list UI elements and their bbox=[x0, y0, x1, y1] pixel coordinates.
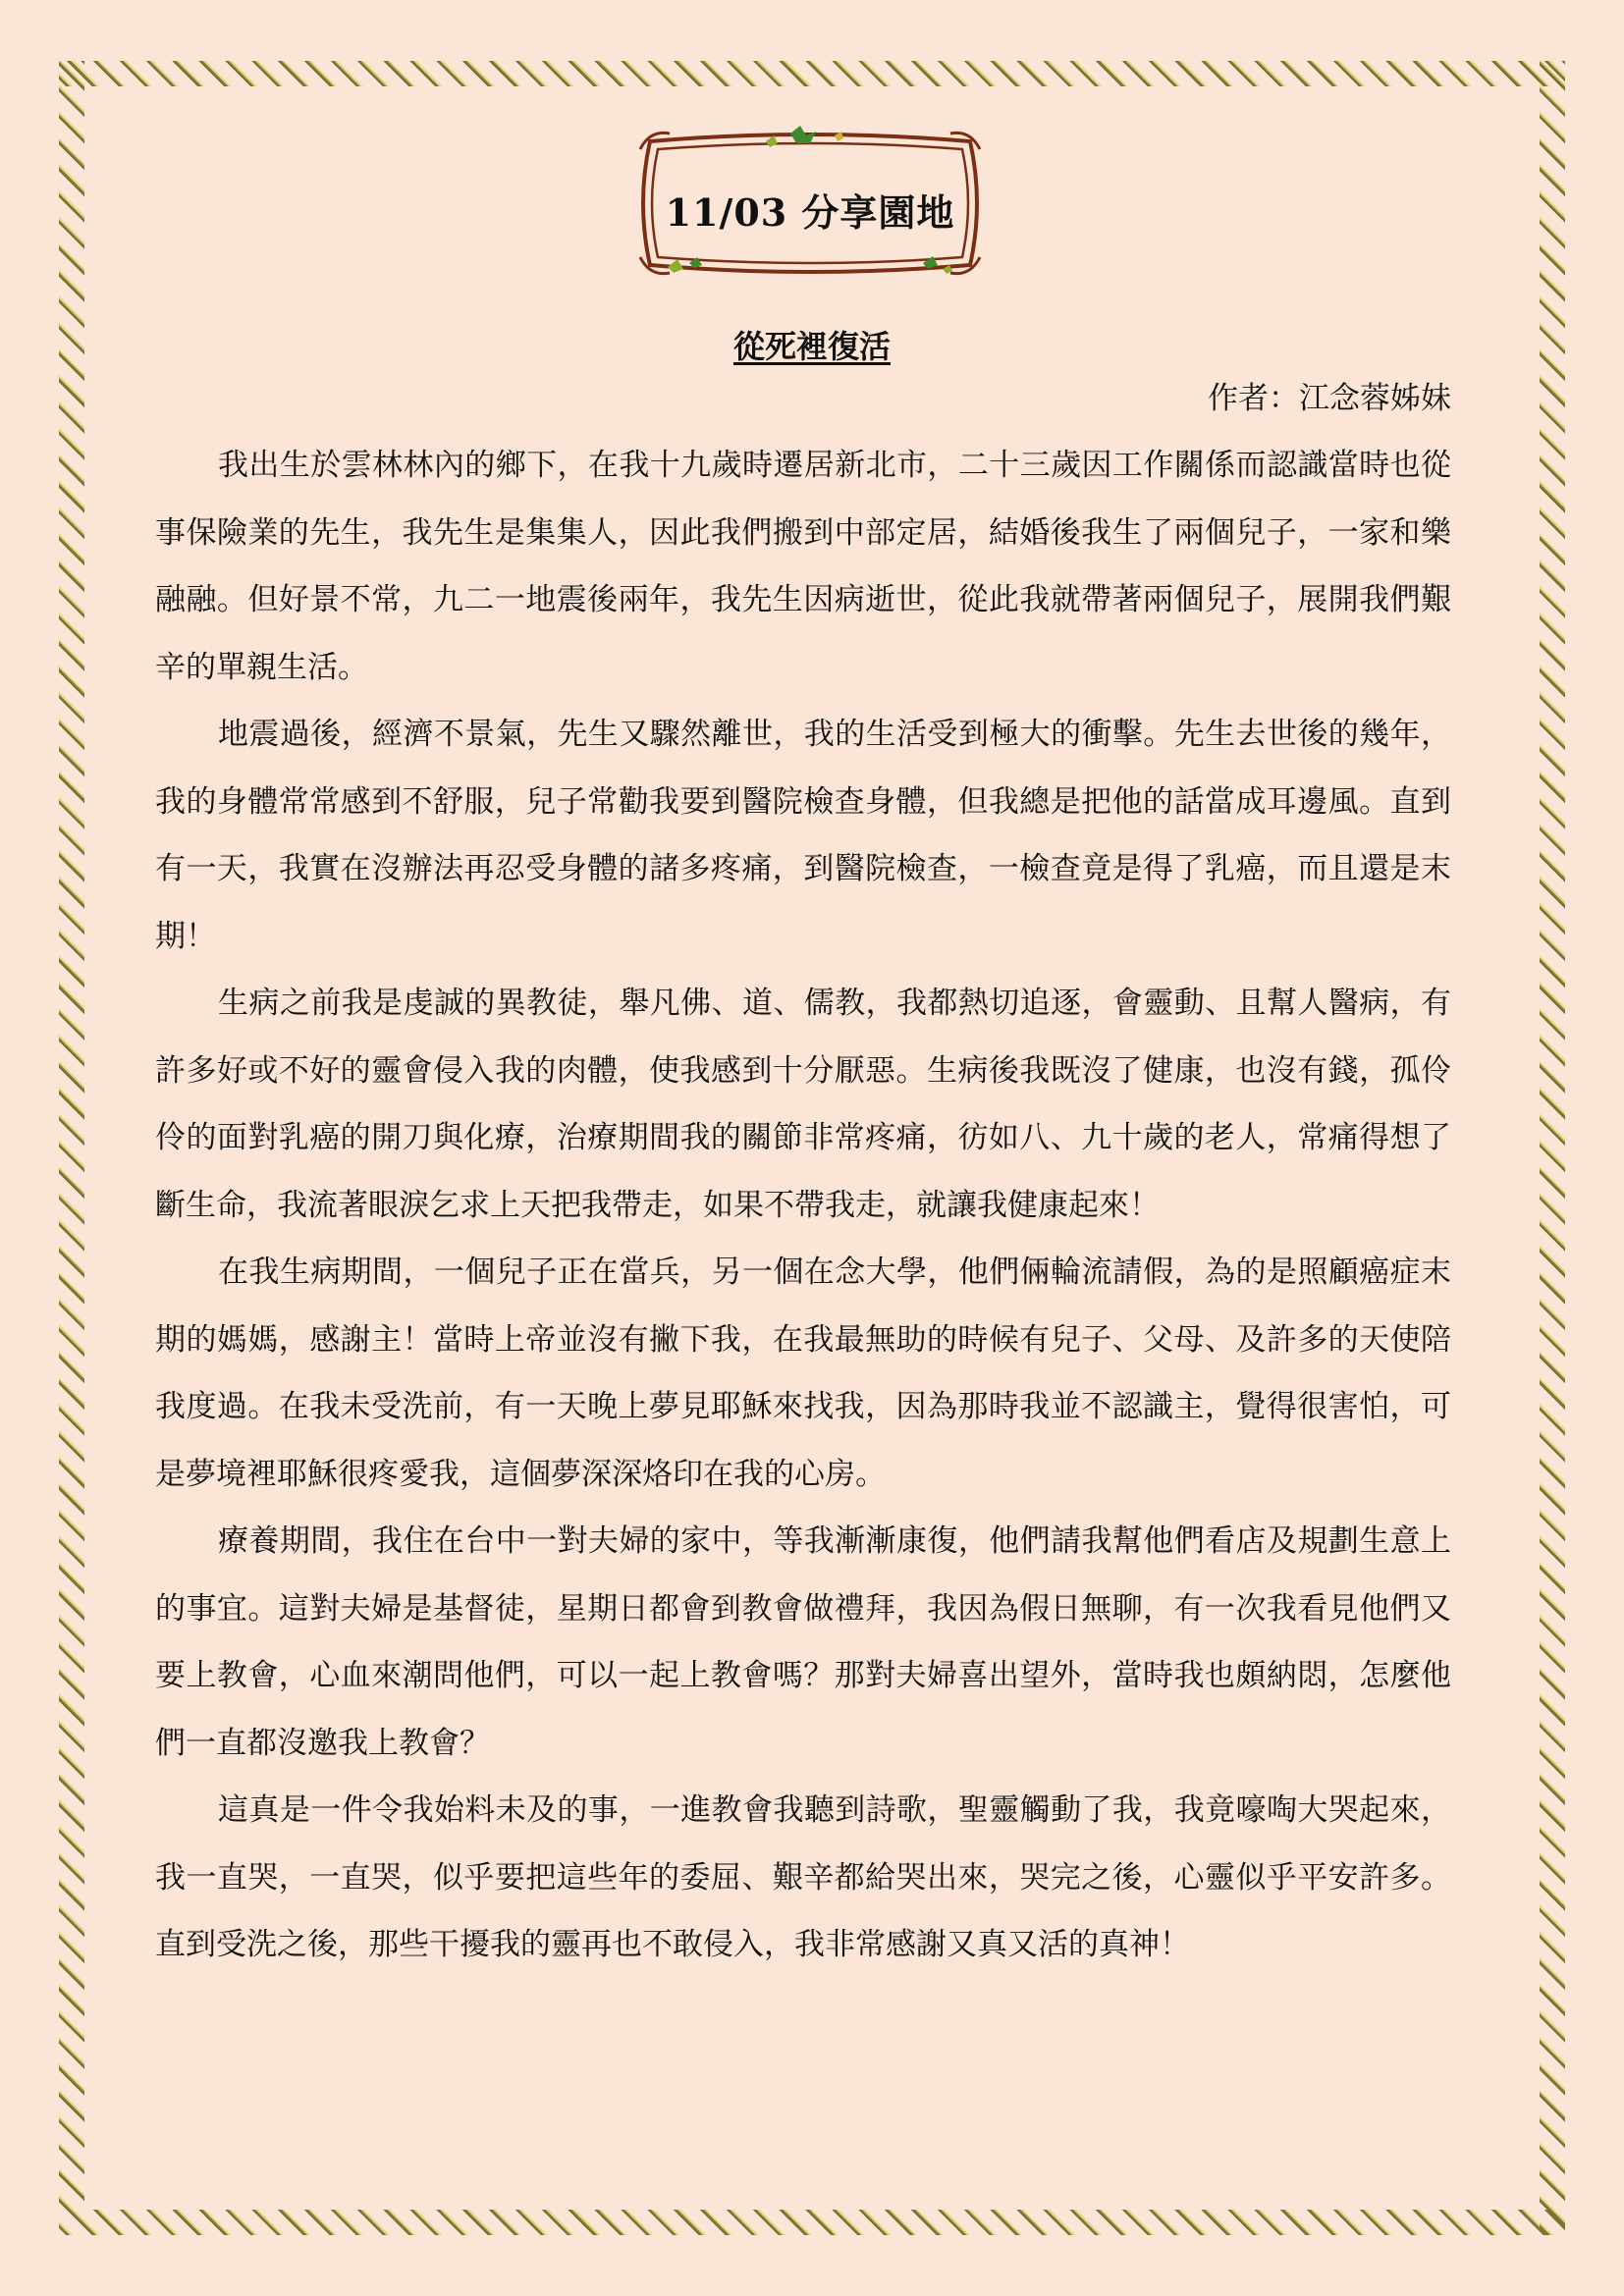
article-body bbox=[155, 432, 1451, 1979]
section-title-frame bbox=[628, 120, 992, 287]
paragraph: 這真是一件令我始料未及的事，一進教會我聽到詩歌，聖靈觸動了我，我竟嚎啕大哭起來，我一直哭，一直哭，似乎要把這些年的委屈、艱辛都給哭出來，哭完之後，心靈似乎平安許多。直到受洗之後，那些干擾我的靈再也不敢侵入，我非常感謝又真又活的真神！ bbox=[155, 1792, 1451, 1962]
paragraph: 生病之前我是虔誠的異教徒，舉凡佛、道、儒教，我都熱切追逐，會靈動、且幫人醫病，有許多好或不好的靈會侵入我的肉體，使我感到十分厭惡。生病後我既沒了健康，也沒有錢，孤伶伶的面對乳癌的開刀與化療，治療期間我的關節非常疼痛，彷如八、九十歲的老人，常痛得想了斷生命，我流著眼淚乞求上天把我帶走，如果不帶我走，就讓我健康起來！ bbox=[155, 986, 1451, 1223]
pencil-border-icon bbox=[1540, 61, 1565, 2235]
pencil-border-icon bbox=[59, 2210, 1565, 2235]
article-title: 從死裡復活 bbox=[732, 328, 891, 365]
page-title: 11/03 分享園地 bbox=[665, 190, 955, 235]
pencil-border-icon bbox=[59, 61, 1565, 86]
pencil-border-icon bbox=[59, 61, 84, 2235]
paragraph: 地震過後，經濟不景氣，先生又驟然離世，我的生活受到極大的衝擊。先生去世後的幾年，我的身體常常感到不舒服，兒子常勸我要到醫院檢查身體，但我總是把他的話當成耳邊風。直到有一天，我實在沒辦法再忍受身體的諸多疼痛，到醫院檢查，一檢查竟是得了乳癌，而且還是末期！ bbox=[155, 717, 1451, 954]
article-author: 作者：江念蓉姊妹 bbox=[1208, 381, 1451, 416]
paragraph: 在我生病期間，一個兒子正在當兵，另一個在念大學，他們倆輪流請假，為的是照顧癌症末期的媽媽，感謝主！當時上帝並沒有撇下我，在我最無助的時候有兒子、父母、及許多的天使陪我度過。在我未受洗前，有一天晚上夢見耶穌來找我，因為那時我並不認識主，覺得很害怕，可是夢境裡耶穌很疼愛我，這個夢深深烙印在我的心房。 bbox=[155, 1255, 1451, 1492]
paragraph: 療養期間，我住在台中一對夫婦的家中，等我漸漸康復，他們請我幫他們看店及規劃生意上的事宜。這對夫婦是基督徒，星期日都會到教會做禮拜，我因為假日無聊，有一次我看見他們又要上教會，心血來潮問他們，可以一起上教會嗎？那對夫婦喜出望外，當時我也頗納悶，怎麼他們一直都沒邀我上教會？ bbox=[155, 1523, 1451, 1761]
paragraph: 我出生於雲林林內的鄉下，在我十九歲時遷居新北市，二十三歲因工作關係而認識當時也從事保險業的先生，我先生是集集人，因此我們搬到中部定居，結婚後我生了兩個兒子，一家和樂融融。但好景不常，九二一地震後兩年，我先生因病逝世，從此我就帶著兩個兒子，展開我們艱辛的單親生活。 bbox=[155, 448, 1451, 685]
